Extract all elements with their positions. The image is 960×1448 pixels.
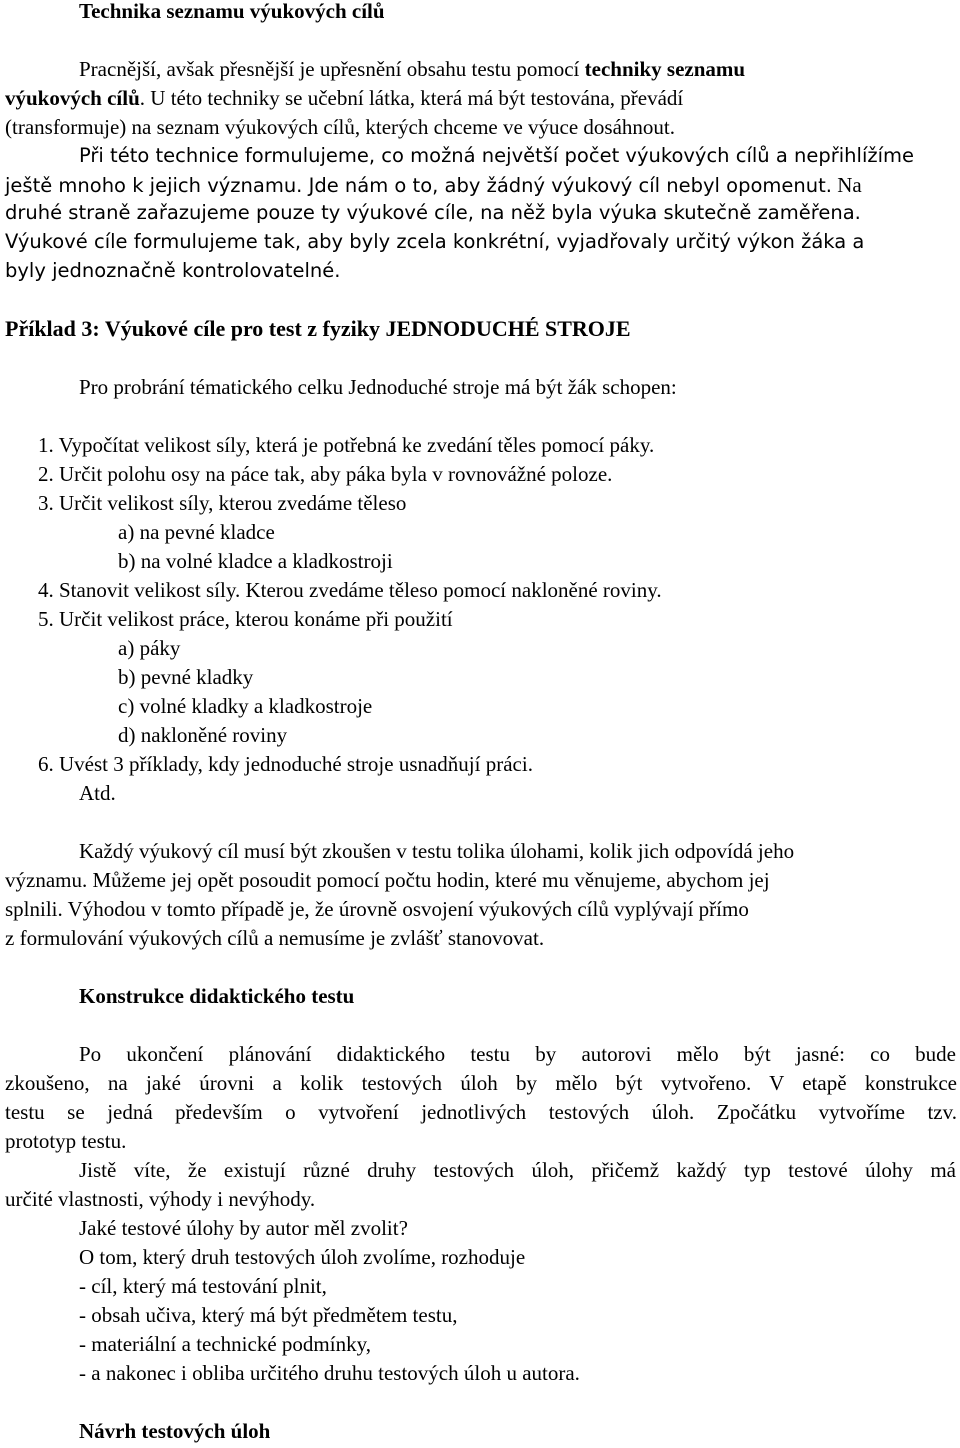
p5-line-2: určité vlastnosti, výhody i nevýhody.: [5, 1187, 316, 1211]
goal-item-3: 3. Určit velikost síly, kterou zvedáme těleso: [38, 491, 407, 515]
bullet-item-2: - obsah učiva, který má být předmětem testu,: [79, 1303, 458, 1327]
p1-line-1: [79, 57, 745, 81]
goal-item-5: 5. Určit velikost práce, kterou konáme při použití: [38, 607, 453, 631]
goal-item-4: 4. Stanovit velikost síly. Kterou zvedáme těleso pomocí nakloněné roviny.: [38, 578, 662, 602]
bullet-item-1: - cíl, který má testování plnit,: [79, 1274, 327, 1298]
p1-line-2: [5, 86, 683, 110]
p2-text-c: Na: [831, 173, 862, 197]
goal-subitem-5b: b) pevné kladky: [118, 665, 254, 689]
goal-item-2: 2. Určit polohu osy na páce tak, aby páka byla v rovnovážné poloze.: [38, 462, 613, 486]
goal-item-6: 6. Uvést 3 příklady, kdy jednoduché stroje usnadňují práci.: [38, 752, 533, 776]
heading-item-design: Návrh testových úloh: [79, 1419, 271, 1443]
p4-line-3: testu se jedná především o vytvoření jednotlivých testových úloh. Zpočátku vytvoříme tzv.: [5, 1100, 957, 1124]
p2-line-3: druhé straně zařazujeme pouze ty výukové cíle, na něž byla výuka skutečně zaměřena.: [5, 201, 861, 224]
p2-text-b: Jde nám o to, aby žádný výukový cíl nebyl opomenut.: [308, 174, 832, 197]
p1-line-3: (transformuje) na seznam výukových cílů, kterých chceme ve výuce dosáhnout.: [5, 115, 676, 139]
p2-line-5: byly jednoznačně kontrolovatelné.: [5, 259, 341, 282]
p4-line-1: Po ukončení plánování didaktického testu by autorovi mělo být jasné: co bude: [79, 1042, 956, 1066]
goal-item-1: 1. Vypočítat velikost síly, která je potřebná ke zvedání těles pomocí páky.: [38, 433, 655, 457]
p5-line-3: Jaké testové úlohy by autor měl zvolit?: [79, 1216, 408, 1240]
p5-line-1: Jistě víte, že existují různé druhy testových úloh, přičemž každý typ testové úlohy má: [79, 1158, 956, 1182]
goal-subitem-5a: a) páky: [118, 636, 181, 660]
goal-etc: Atd.: [79, 781, 116, 805]
p2-text-a: ještě mnoho k jejich významu.: [5, 174, 309, 197]
bullet-item-4: - a nakonec i obliba určitého druhu testových úloh u autora.: [79, 1361, 580, 1385]
p3-line-3: splnili. Výhodou v tomto případě je, že úrovně osvojení výukových cílů vyplývají přímo: [5, 897, 749, 921]
p2-line-1: Při této technice formulujeme, co možná největší počet výukových cílů a nepřihlížíme: [79, 144, 915, 167]
p1-bold-term: techniky seznamu: [584, 57, 746, 81]
p5-line-4: O tom, který druh testových úloh zvolíme, rozhoduje: [79, 1245, 526, 1269]
p3-line-1: Každý výukový cíl musí být zkoušen v testu tolika úlohami, kolik jich odpovídá jeho: [79, 839, 795, 863]
p2-line-4: Výukové cíle formulujeme tak, aby byly zcela konkrétní, vyjadřovaly určitý výkon žáka a: [5, 230, 865, 253]
bullet-item-3: - materiální a technické podmínky,: [79, 1332, 371, 1356]
heading-technique: Technika seznamu výukových cílů: [79, 0, 385, 23]
p4-line-2: zkoušeno, na jaké úrovni a kolik testových úloh by mělo být vytvořeno. V etapě konstrukce: [5, 1071, 957, 1095]
p1-text-2: . U této techniky se učební látka, která má být testována, převádí: [139, 86, 684, 110]
p2-line-2: [5, 173, 862, 198]
p3-line-2: významu. Můžeme jej opět posoudit pomocí počtu hodin, které mu věnujeme, abychom jej: [5, 868, 770, 892]
p3-line-4: z formulování výukových cílů a nemusíme je zvlášť stanovovat.: [5, 926, 545, 950]
example-intro: Pro probrání tématického celku Jednoduché stroje má být žák schopen:: [79, 375, 677, 399]
p1-bold-term-2: výukových cílů: [5, 86, 140, 110]
example-title: Příklad 3: Výukové cíle pro test z fyziky JEDNODUCHÉ STROJE: [5, 316, 631, 341]
p1-text: Pracnější, avšak přesnější je upřesnění obsahu testu pomocí: [79, 57, 585, 81]
goal-subitem-5d: d) nakloněné roviny: [118, 723, 288, 747]
goal-subitem-5c: c) volné kladky a kladkostroje: [118, 694, 373, 718]
heading-construction: Konstrukce didaktického testu: [79, 984, 355, 1008]
goal-subitem-3b: b) na volné kladce a kladkostroji: [118, 549, 393, 573]
goal-subitem-3a: a) na pevné kladce: [118, 520, 275, 544]
p4-line-4: prototyp testu.: [5, 1129, 127, 1153]
